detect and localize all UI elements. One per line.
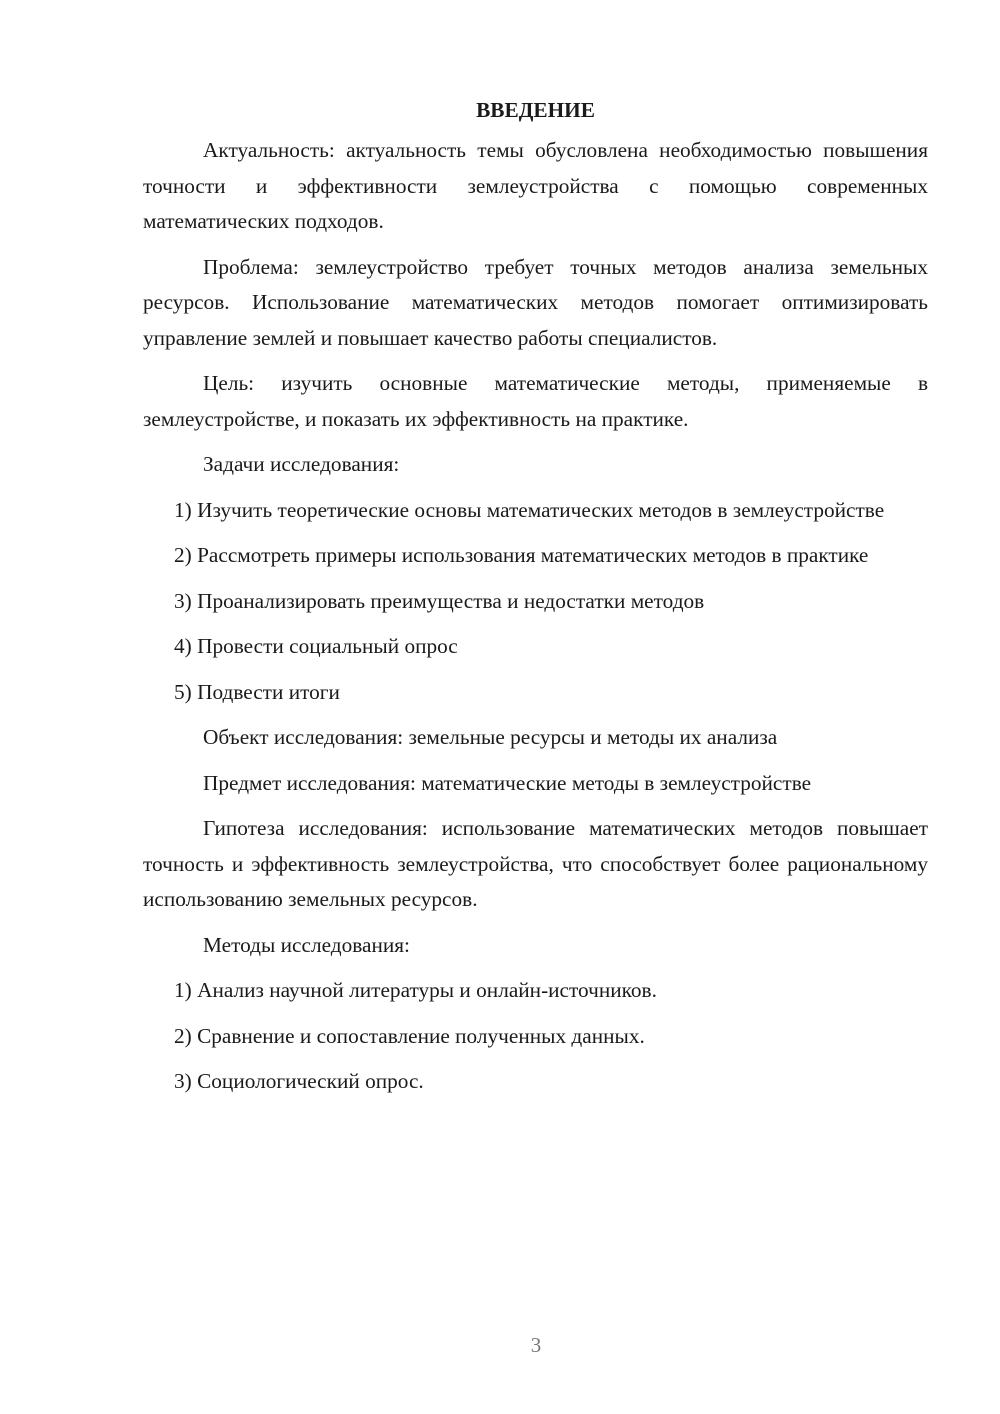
task-item-2: 2) Рассмотреть примеры использования математических методов в практике bbox=[174, 543, 869, 567]
methods-heading: Методы исследования: bbox=[203, 932, 410, 957]
paragraph-problem: Проблема: землеустройство требует точных методов анализа земельных ресурсов. Использование математических методов помогает оптимизировать управление землей и повышает качество работы специалистов. bbox=[143, 254, 928, 350]
paragraph-subject: Предмет исследования: математические методы в землеустройстве bbox=[203, 770, 812, 795]
method-item-1: 1) Анализ научной литературы и онлайн-источников. bbox=[174, 978, 657, 1002]
tasks-heading: Задачи исследования: bbox=[203, 452, 400, 476]
paragraph-goal: Цель: изучить основные математические методы, применяемые в землеустройстве, и показать их эффективность на практике. bbox=[143, 371, 928, 431]
page-number: 3 bbox=[530, 1333, 542, 1357]
task-item-3: 3) Проанализировать преимущества и недостатки методов bbox=[174, 588, 705, 613]
task-item-4: 4) Провести социальный опрос bbox=[174, 634, 458, 658]
method-item-3: 3) Социологический опрос. bbox=[174, 1069, 424, 1093]
paragraph-relevance: Актуальность: актуальность темы обусловлена необходимостью повышения точности и эффективности землеустройства с помощью современных математических подходов. bbox=[143, 138, 928, 233]
paragraph-object: Объект исследования: земельные ресурсы и методы их анализа bbox=[203, 725, 778, 749]
page-title: ВВЕДЕНИЕ bbox=[476, 98, 595, 122]
document-page bbox=[143, 96, 928, 1110]
task-item-1: 1) Изучить теоретические основы математических методов в землеустройстве bbox=[174, 497, 885, 522]
paragraph-hypothesis: Гипотеза исследования: использование математических методов повышает точность и эффективность землеустройства, что способствует более рациональному использованию земельных ресурсов. bbox=[143, 816, 928, 911]
task-item-5: 5) Подвести итоги bbox=[174, 679, 340, 704]
method-item-2: 2) Сравнение и сопоставление полученных данных. bbox=[174, 1023, 645, 1048]
